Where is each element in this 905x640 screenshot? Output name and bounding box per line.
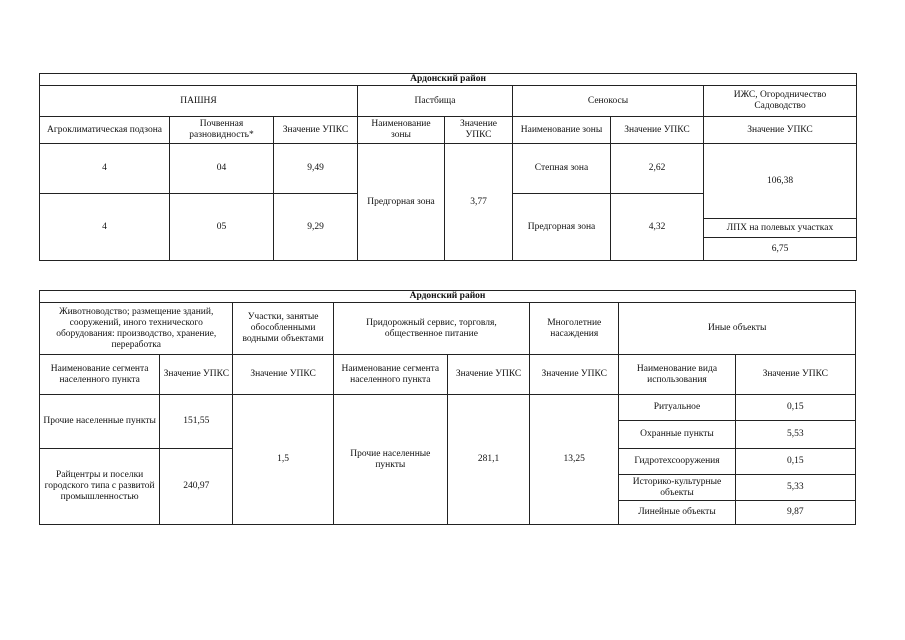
senokos-value-2: 4,32 xyxy=(611,194,704,261)
col-value: Значение УПКС xyxy=(611,117,704,144)
row2-pochv: 05 xyxy=(170,194,274,261)
header-inye: Иные объекты xyxy=(619,303,856,355)
col-zone: Наименование зоны xyxy=(358,117,445,144)
other-value: 9,87 xyxy=(735,501,855,525)
pashnya-pastbisha-table xyxy=(39,73,857,261)
other-name: Ритуальное xyxy=(619,395,735,421)
senokos-zone-1: Степная зона xyxy=(513,144,611,194)
other-value: 0,15 xyxy=(735,395,855,421)
row1-value: 9,49 xyxy=(274,144,358,194)
col-value: Значение УПКС xyxy=(274,117,358,144)
header-zhivotnovodstvo: Животноводство; размещение зданий, сооружений, иного технического оборудования: производство, хранение, переработка xyxy=(40,303,233,355)
header-senokosy: Сенокосы xyxy=(513,86,704,117)
col-pochv: Почвенная разновидность* xyxy=(170,117,274,144)
col-value: Значение УПКС xyxy=(160,355,233,395)
row1-agro: 4 xyxy=(40,144,170,194)
pastbisha-zone: Предгорная зона xyxy=(358,144,445,261)
other-name: Охранные пункты xyxy=(619,421,735,449)
header-uchastki: Участки, занятые обособленными водными объектами xyxy=(233,303,333,355)
table2-title: Ардонский район xyxy=(40,291,856,303)
other-name: Гидротехсооружения xyxy=(619,449,735,475)
col-segment: Наименование сегмента населенного пункта xyxy=(40,355,160,395)
other-value: 0,15 xyxy=(735,449,855,475)
row2-value: 9,29 xyxy=(274,194,358,261)
other-value: 5,33 xyxy=(735,475,855,501)
mnogoletnie-value: 13,25 xyxy=(530,395,619,525)
col-value: Значение УПКС xyxy=(530,355,619,395)
other-uses-table xyxy=(39,290,856,525)
table1-title: Ардонский район xyxy=(40,74,857,86)
col-value: Значение УПКС xyxy=(735,355,855,395)
other-name: Линейные объекты xyxy=(619,501,735,525)
lph-label: ЛПХ на полевых участках xyxy=(704,219,857,238)
senokos-zone-2: Предгорная зона xyxy=(513,194,611,261)
other-value: 5,53 xyxy=(735,421,855,449)
senokos-value-1: 2,62 xyxy=(611,144,704,194)
other-name: Историко-культурные объекты xyxy=(619,475,735,501)
servis-segment: Прочие населенные пункты xyxy=(333,395,447,525)
col-value: Значение УПКС xyxy=(704,117,857,144)
segment-prochie-value: 151,55 xyxy=(160,395,233,449)
header-izhs: ИЖС, Огородничество Садоводство xyxy=(704,86,857,117)
segment-raicentry-value: 240,97 xyxy=(160,449,233,525)
header-mnogoletnie: Многолетние насаждения xyxy=(530,303,619,355)
row2-agro: 4 xyxy=(40,194,170,261)
header-servis: Придорожный сервис, торговля, общественное питание xyxy=(333,303,529,355)
col-segment: Наименование сегмента населенного пункта xyxy=(333,355,447,395)
servis-value: 281,1 xyxy=(447,395,529,525)
izhs-value: 106,38 xyxy=(704,144,857,219)
row1-pochv: 04 xyxy=(170,144,274,194)
uchastki-value: 1,5 xyxy=(233,395,333,525)
col-zone: Наименование зоны xyxy=(513,117,611,144)
header-pashnya: ПАШНЯ xyxy=(40,86,358,117)
header-pastbisha: Пастбища xyxy=(358,86,513,117)
col-value: Значение УПКС xyxy=(233,355,333,395)
col-vid: Наименование вида использования xyxy=(619,355,735,395)
col-value: Значение УПКС xyxy=(445,117,513,144)
pastbisha-value: 3,77 xyxy=(445,144,513,261)
lph-value: 6,75 xyxy=(704,238,857,261)
segment-raicentry: Райцентры и поселки городского типа с развитой промышленностью xyxy=(40,449,160,525)
segment-prochie: Прочие населенные пункты xyxy=(40,395,160,449)
col-value: Значение УПКС xyxy=(447,355,529,395)
col-agro: Агроклиматическая подзона xyxy=(40,117,170,144)
